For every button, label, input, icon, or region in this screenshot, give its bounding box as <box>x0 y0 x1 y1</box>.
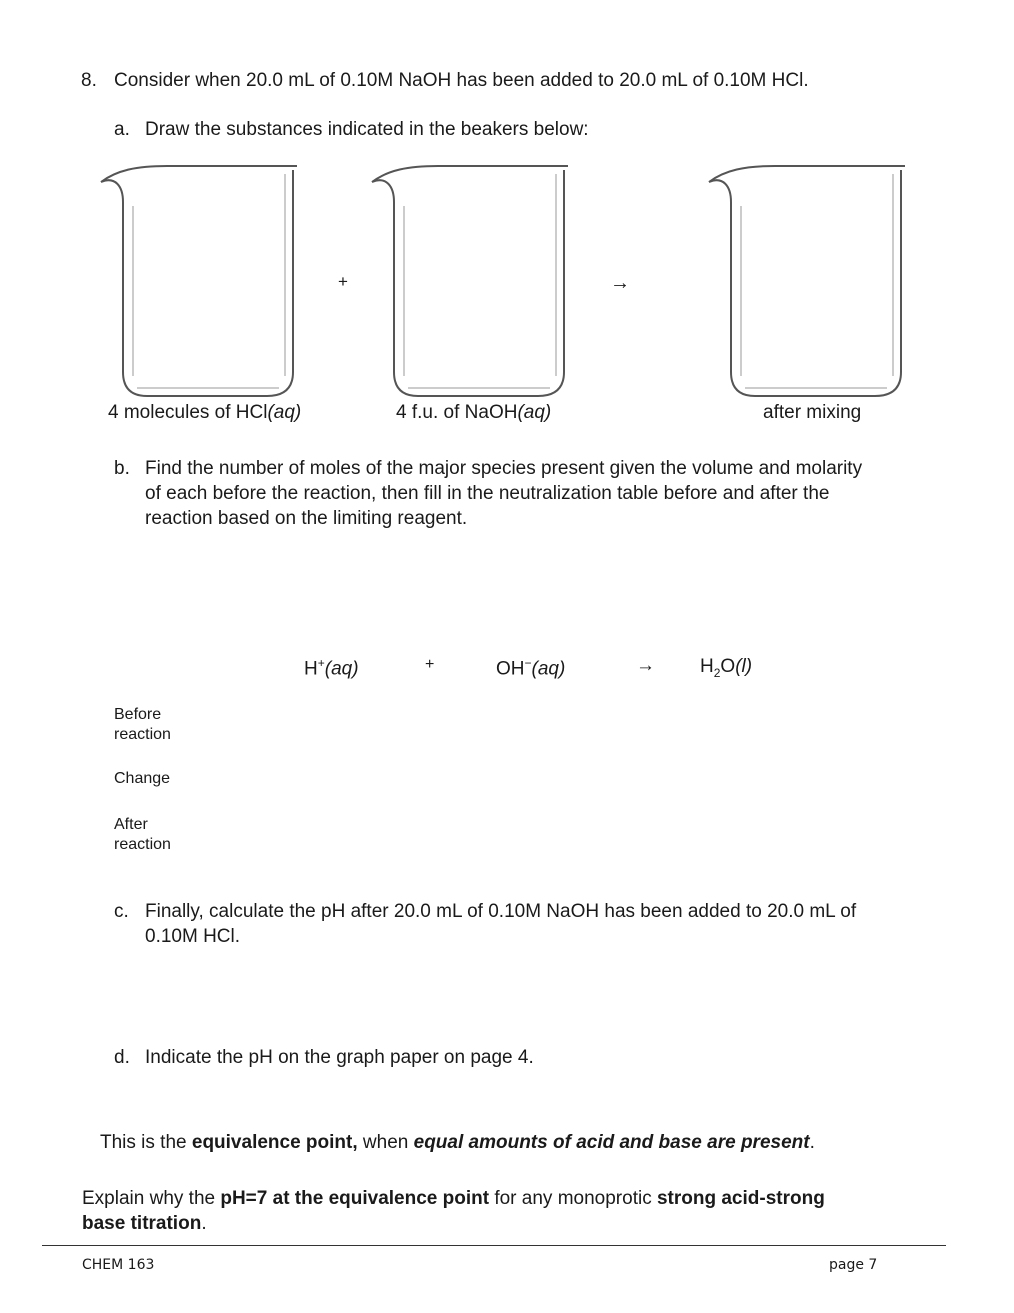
reaction-arrow: → <box>610 272 630 294</box>
part-d-label: d. <box>114 1047 130 1068</box>
footer-page-number: page 7 <box>829 1257 878 1273</box>
row-label-after: After reaction <box>114 816 171 853</box>
part-c-text: Finally, calculate the pH after 20.0 mL of 0.10M NaOH has been added to 20.0 mL of 0.10M HCl. <box>145 901 857 947</box>
part-d-text: Indicate the pH on the graph paper on page 4. <box>145 1047 534 1068</box>
beaker-naoh-caption: 4 f.u. of NaOH(aq) <box>396 402 552 423</box>
part-b-label: b. <box>114 458 130 479</box>
part-b-text: Find the number of moles of the major species present given the volume and molarity of each before the reaction, then fill in the neutralization table before and after the reaction based on the limiting reagent. <box>145 458 863 529</box>
equation-arrow: → <box>636 655 655 676</box>
beaker-hcl <box>97 162 307 402</box>
equation-water: $H_2O(l)$ <box>700 656 753 680</box>
beaker-hcl-caption: 4 molecules of HCl(aq) <box>108 402 302 423</box>
plus-sign: + <box>338 272 348 291</box>
question-text: Consider when 20.0 mL of 0.10M NaOH has been added to 20.0 mL of 0.10M HCl. <box>114 70 809 91</box>
beaker-after-mixing <box>705 162 915 402</box>
explain-prompt: Explain why the pH=7 at the equivalence point for any monoprotic strong acid-strong base titration. <box>82 1188 825 1234</box>
footer-rule <box>42 1245 946 1246</box>
equation-plus: + <box>425 656 435 673</box>
question-number: 8. <box>81 70 97 91</box>
beaker-naoh <box>368 162 578 402</box>
row-label-change: Change <box>114 770 171 787</box>
part-c-label: c. <box>114 901 129 922</box>
part-a-label: a. <box>114 119 130 140</box>
equation-oh-minus: OH−(aq) <box>496 656 566 680</box>
part-a-text: Draw the substances indicated in the beakers below: <box>145 119 589 140</box>
equation-h-plus: H+(aq) <box>304 656 359 680</box>
footer-course: CHEM 163 <box>82 1257 155 1273</box>
equivalence-statement: This is the equivalence point, when equal amounts of acid and base are present. <box>100 1132 815 1153</box>
beaker-after-caption: after mixing <box>763 402 862 423</box>
row-label-before: Before reaction <box>114 706 171 743</box>
